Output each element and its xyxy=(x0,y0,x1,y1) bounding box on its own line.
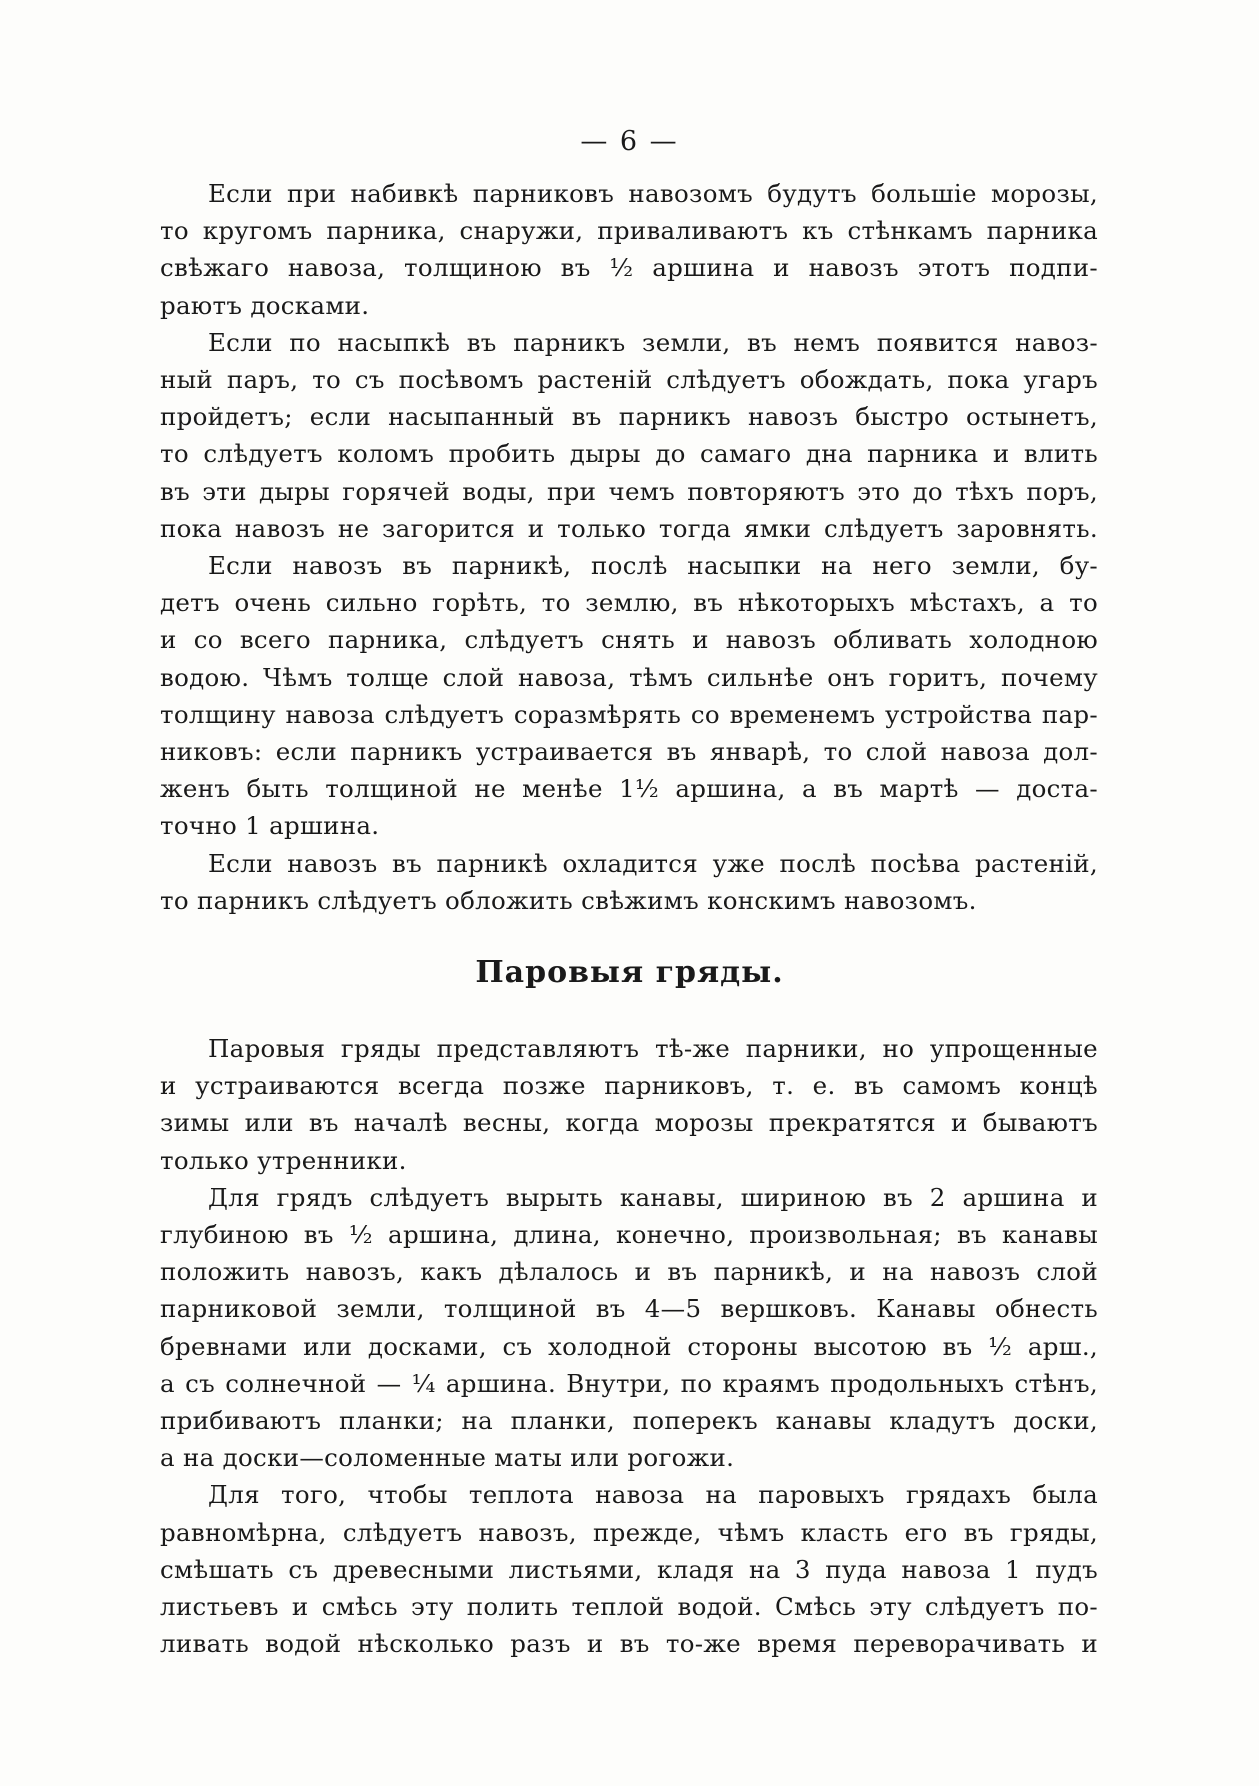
paragraph xyxy=(160,547,1098,845)
text-line: Если по насыпкѣ въ парникъ земли, въ немъ появится навоз- xyxy=(208,327,1098,357)
section-heading: Паровыя гряды. xyxy=(475,955,784,990)
section-2-text xyxy=(160,1030,1098,1662)
text-line: ный паръ, то съ посѣвомъ растеній слѣдуетъ обождать, пока угаръ xyxy=(160,365,1098,395)
paragraph xyxy=(160,1476,1098,1662)
text-line: водою. Чѣмъ толще слой навоза, тѣмъ сильнѣе онъ горитъ, почему xyxy=(160,662,1098,692)
text-line: детъ очень сильно горѣть, то землю, въ нѣкоторыхъ мѣстахъ, а то xyxy=(160,588,1098,618)
text-line: то слѣдуетъ коломъ пробить дыры до самаго дна парника и влить xyxy=(160,439,1098,469)
text-line: въ эти дыры горячей воды, при чемъ повторяютъ это до тѣхъ поръ, xyxy=(160,476,1098,506)
text-line: никовъ: если парникъ устраивается въ январѣ, то слой навоза дол- xyxy=(160,737,1098,767)
text-line: Для грядъ слѣдуетъ вырыть канавы, шириною въ 2 аршина и xyxy=(208,1182,1098,1212)
page-number: — 6 — xyxy=(580,126,679,157)
text-line: Если навозъ въ парникѣ, послѣ насыпки на него земли, бу- xyxy=(208,551,1098,581)
text-line: Если при набивкѣ парниковъ навозомъ будутъ большіе морозы, xyxy=(208,179,1098,208)
text-line: и со всего парника, слѣдуетъ снять и навозъ обливать холодною xyxy=(160,625,1098,655)
paragraph xyxy=(160,845,1098,919)
paragraph xyxy=(160,175,1098,324)
text-line: а на доски—соломенные маты или рогожи. xyxy=(160,1443,735,1473)
text-line: бревнами или досками, съ холодной стороны высотою въ ½ арш., xyxy=(160,1331,1098,1361)
text-line: свѣжаго навоза, толщиною въ ½ аршина и навозъ этотъ подпи- xyxy=(160,253,1098,283)
section-1-text xyxy=(160,175,1098,919)
text-line: Для того, чтобы теплота навоза на паровыхъ грядахъ была xyxy=(208,1480,1098,1510)
text-line: Если навозъ въ парникѣ охладится уже послѣ посѣва растеній, xyxy=(208,848,1098,878)
text-line: то кругомъ парника, снаружи, приваливаютъ къ стѣнкамъ парника xyxy=(160,216,1098,246)
text-line: листьевъ и смѣсь эту полить теплой водой. Смѣсь эту слѣдуетъ по- xyxy=(160,1592,1098,1622)
text-line: ливать водой нѣсколько разъ и въ то-же время переворачивать и xyxy=(160,1629,1098,1659)
text-line: положить навозъ, какъ дѣлалось и въ парникѣ, и на навозъ слой xyxy=(160,1257,1098,1287)
paragraph xyxy=(160,1179,1098,1477)
paragraph xyxy=(160,324,1098,547)
text-line: смѣшать съ древесными листьями, кладя на 3 пуда навоза 1 пудъ xyxy=(160,1554,1098,1584)
paragraph xyxy=(160,1030,1098,1179)
text-line: глубиною въ ½ аршина, длина, конечно, произвольная; въ канавы xyxy=(160,1220,1098,1250)
text-line: Паровыя гряды представляютъ тѣ-же парники, но упрощенные xyxy=(208,1034,1098,1063)
text-line: раютъ досками. xyxy=(160,290,370,320)
text-line: пока навозъ не загорится и только тогда ямки слѣдуетъ заровнять. xyxy=(160,513,1098,543)
text-line: и устраиваются всегда позже парниковъ, т. е. въ самомъ концѣ xyxy=(160,1071,1098,1101)
text-line: а съ солнечной — ¼ аршина. Внутри, по краямъ продольныхъ стѣнъ, xyxy=(160,1368,1098,1398)
text-line: пройдетъ; если насыпанный въ парникъ навозъ быстро остынетъ, xyxy=(160,402,1098,432)
text-line: прибиваютъ планки; на планки, поперекъ канавы кладутъ доски, xyxy=(160,1406,1098,1436)
text-line: толщину навоза слѣдуетъ соразмѣрять со временемъ устройства пар- xyxy=(160,699,1098,729)
text-line: парниковой земли, толщиной въ 4—5 вершковъ. Канавы обнесть xyxy=(160,1294,1098,1324)
text-line: зимы или въ началѣ весны, когда морозы прекратятся и бываютъ xyxy=(160,1108,1098,1138)
text-line: точно 1 аршина. xyxy=(160,811,380,841)
text-line: только утренники. xyxy=(160,1145,407,1175)
text-line: то парникъ слѣдуетъ обложить свѣжимъ конскимъ навозомъ. xyxy=(160,885,977,915)
text-line: равномѣрна, слѣдуетъ навозъ, прежде, чѣмъ класть его въ гряды, xyxy=(160,1517,1098,1547)
text-line: женъ быть толщиной не менѣе 1½ аршина, а въ мартѣ — доста- xyxy=(160,774,1098,804)
